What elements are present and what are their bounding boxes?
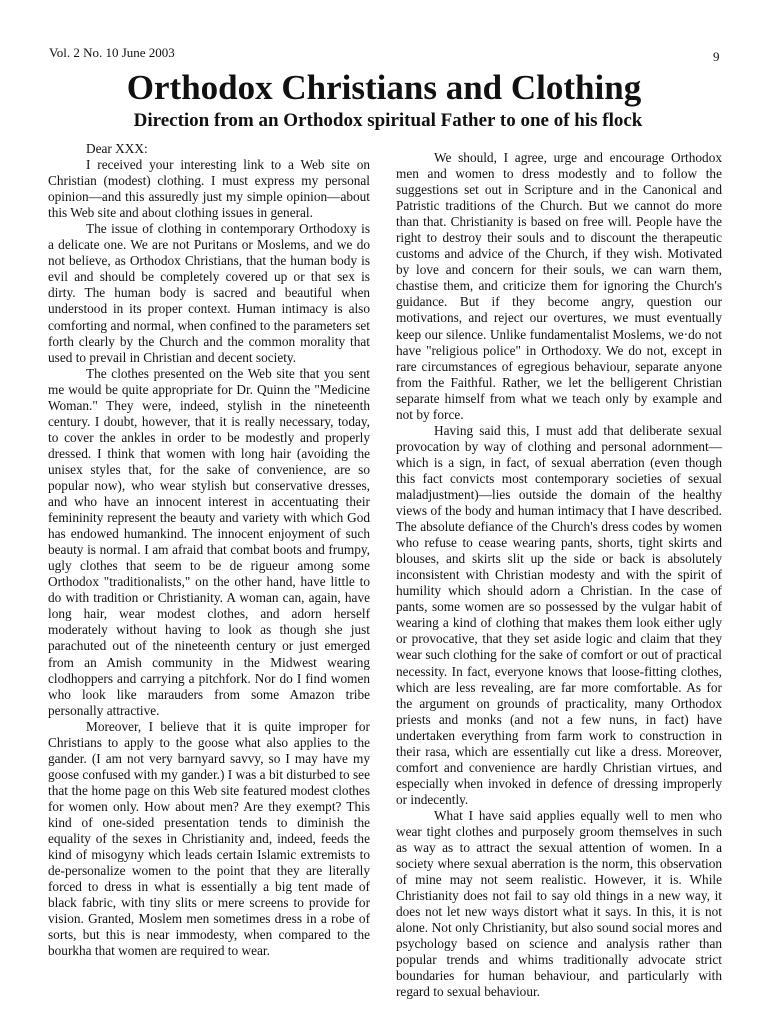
paragraph: We should, I agree, urge and encourage Orthodox men and women to dress modestly and to follow the suggestions set out in Scripture and in the Canonical and Patristic traditions of the Church. But we cannot do more than that. Christianity is based on free will. People have the right to destroy their souls and to discount the therapeutic customs and advice of the Church, if they wish. Motivated by love and concern for their souls, we can warn them, chastise them, and criticize them for ignoring the Church's guidance. But if they become angry, question our motivations, and reject our overtures, we must eventually keep our silence. Unlike fundamentalist Moslems, we·do not have "religious police" in Orthodoxy. We do not, except in rare circumstances of egregious behaviour, separate anyone from the Faithful. Rather, we let the belligerent Christian separate himself from what we teach only by example and not by force. (396, 150, 722, 422)
paragraph: What I have said applies equally well to men who wear tight clothes and purposely groom themselves in such as way as to attract the sexual attention of women. In a society where sexual aberration is the norm, this observation of mine may not seem realistic. However, it is. While Christianity does not fail to say old things in a new way, it does not let new ways distort what it says. In this, it is not alone. Not only Christianity, but also sound social mores and psychology based on science and analysis rather than popular trends and whims traditionally advocate strict boundaries for human behaviour, and particularly with regard to sexual behaviour. (396, 807, 722, 1000)
article-title: Orthodox Christians and Clothing (126, 68, 642, 107)
article-subtitle: Direction from an Orthodox spiritual Father to one of his flock (133, 110, 643, 131)
right-column (396, 150, 722, 1000)
paragraph: Moreover, I believe that it is quite improper for Christians to apply to the goose what also applies to the gander. (I am not very barnyard savvy, so I may have my goose confused with my gander.) I was a bit disturbed to see that the home page on this Web site featured modest clothes for women only. How about men? Are they exempt? This kind of one-sided presentation tends to diminish the equality of the sexes in Christianity and, indeed, feeds the kind of misogyny which leads certain Islamic extremists to de-personalize women to the point that they are literally forced to dress in what is essentially a big tent made of black fabric, with tiny slits or mere screens to provide for vision. Granted, Moslem men sometimes dress in a robe of sorts, but this is near immodesty, when compared to the bourkha that women are required to wear. (48, 718, 370, 959)
page-number: 9 (713, 49, 720, 64)
salutation: Dear XXX: (86, 141, 148, 156)
issue-line: Vol. 2 No. 10 June 2003 (49, 45, 175, 60)
left-column (48, 141, 370, 959)
paragraph: The issue of clothing in contemporary Orthodoxy is a delicate one. We are not Puritans or Moslems, and we do not believe, as Orthodox Christians, that the human body is evil and should be completely covered up or that sex is dirty. The human body is sacred and beautiful when understood in its proper context. Human intimacy is also comforting and normal, when confined to the parameters set forth clearly by the Church and the common morality that used to prevail in Christian and decent society. (48, 221, 370, 365)
paragraph: Having said this, I must add that deliberate sexual provocation by way of clothing and personal adornment—which is a sign, in fact, of sexual aberration (even though this fact convicts most contemporary societies of sexual maladjustment)—lies outside the domain of the healthy views of the body and human intimacy that I have described. The absolute defiance of the Church's dress codes by women who refuse to cease wearing pants, shorts, tight skirts and blouses, and skirts slit up the side or back is absolutely inconsistent with Christian modesty and with the spirit of humility which should adorn a Christian. In the case of pants, some women are so possessed by the vulgar habit of wearing a kind of clothing that makes them look either ugly or provocative, that they set aside logic and claim that they wear such clothing for the sake of comfort or out of practical necessity. In fact, everyone knows that loose-fitting clothes, which are less revealing, are far more comfortable. As for the argument on grounds of practicality, many Orthodox priests and monks (and not a few nuns, in fact) have undertaken everything from farm work to construction in their rasa, which are essentially cut like a dress. Moreover, comfort and convenience are hardly Christian virtues, and especially when invoked in defence of dressing improperly or indecently. (396, 422, 722, 807)
paragraph: The clothes presented on the Web site that you sent me would be quite appropriate for Dr. Quinn the "Medicine Woman." They were, indeed, stylish in the nineteenth century. I doubt, however, that it is really necessary, today, to cover the ankles in order to be modestly and properly dressed. I think that women with long hair (avoiding the unisex styles that, for the sake of convenience, are so popular now), who wear stylish but conservative dresses, and who have an innocent interest in accentuating their femininity represent the beauty and variety with which God has endowed humankind. The innocent enjoyment of such beauty is normal. I am afraid that combat boots and frumpy, ugly clothes that seem to be de rigueur among some Orthodox "traditionalists," on the other hand, have little to do with tradition or Christianity. A woman can, again, have long hair, wear modest clothes, and adorn herself moderately without having to look as though she just parachuted out of the nineteenth century or just emerged from an Amish community in the Midwest wearing clodhoppers and carrying a pitchfork. Nor do I find women who look like marauders from some Amazon tribe personally attractive. (48, 365, 370, 718)
paragraph: I received your interesting link to a Web site on Christian (modest) clothing. I must express my personal opinion—and this assuredly just my simple opinion—about this Web site and about clothing issues in general. (48, 157, 370, 221)
